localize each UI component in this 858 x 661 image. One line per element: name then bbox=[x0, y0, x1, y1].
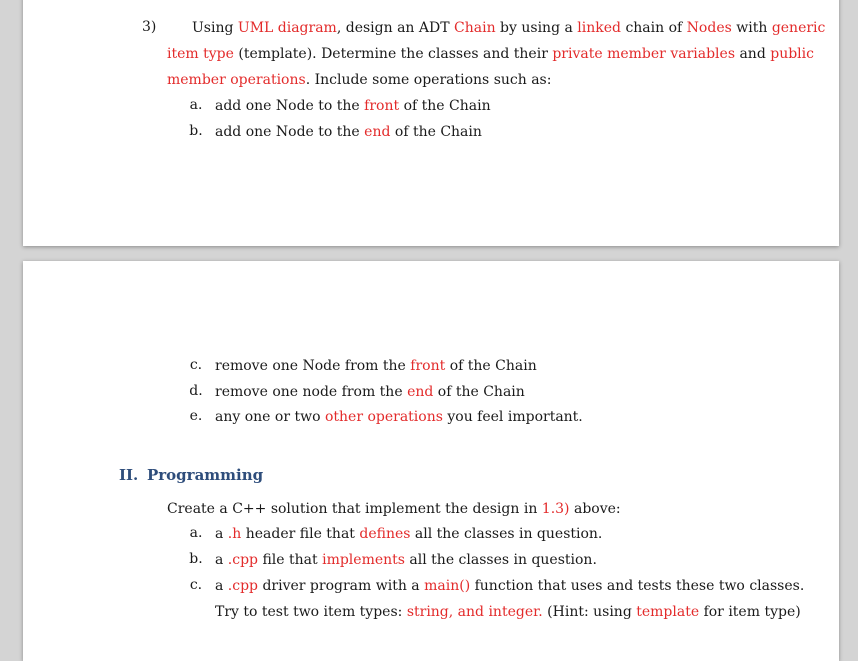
text-run: and bbox=[735, 46, 771, 62]
highlighted-text: private member variables bbox=[552, 46, 735, 62]
list-marker: e. bbox=[189, 408, 203, 424]
highlighted-text: public bbox=[770, 46, 814, 62]
document-page-2 bbox=[23, 261, 839, 661]
text-run: , design an ADT bbox=[336, 20, 455, 36]
highlighted-text: implements bbox=[322, 552, 405, 568]
highlighted-text: .h bbox=[227, 526, 242, 542]
list-item bbox=[215, 357, 537, 375]
text-run: a bbox=[215, 526, 228, 542]
highlighted-text: generic bbox=[771, 20, 826, 36]
highlighted-text: other operations bbox=[324, 409, 443, 425]
text-run: add one Node to the bbox=[215, 98, 365, 114]
text-run: of the Chain bbox=[399, 98, 491, 114]
highlighted-text: string, and integer. bbox=[406, 604, 543, 620]
text-run: remove one Node from the bbox=[215, 358, 411, 374]
highlighted-text: linked bbox=[577, 20, 621, 36]
highlighted-text: member operations bbox=[167, 72, 306, 88]
highlighted-text: front bbox=[410, 358, 446, 374]
text-run: for item type) bbox=[699, 604, 801, 620]
text-run: by using a bbox=[495, 20, 578, 36]
text-run: any one or two bbox=[215, 409, 325, 425]
list-item bbox=[215, 123, 482, 141]
list-marker: c. bbox=[189, 577, 203, 593]
document-page-1 bbox=[23, 0, 839, 246]
section-intro bbox=[167, 500, 621, 518]
list-marker: c. bbox=[189, 357, 203, 373]
list-item bbox=[215, 525, 602, 543]
text-run: a bbox=[215, 578, 228, 594]
highlighted-text: defines bbox=[359, 526, 411, 542]
list-marker: a. bbox=[189, 97, 203, 113]
list-item bbox=[215, 408, 583, 426]
hint-note bbox=[215, 603, 801, 621]
list-marker: a. bbox=[189, 525, 203, 541]
text-run: of the Chain bbox=[445, 358, 537, 374]
highlighted-text: Chain bbox=[454, 20, 496, 36]
highlighted-text: .cpp bbox=[227, 578, 259, 594]
highlighted-text: Nodes bbox=[686, 20, 732, 36]
text-run: driver program with a bbox=[258, 578, 425, 594]
question-text-line-2 bbox=[167, 45, 814, 63]
section-heading: Programming bbox=[147, 466, 264, 484]
text-run: file that bbox=[258, 552, 323, 568]
list-item bbox=[215, 383, 525, 401]
list-marker: d. bbox=[189, 383, 203, 399]
highlighted-text: end bbox=[364, 124, 391, 140]
text-run: . Include some operations such as: bbox=[305, 72, 552, 88]
section-numeral: II. bbox=[119, 466, 139, 484]
text-run: above: bbox=[569, 501, 621, 517]
list-marker: b. bbox=[189, 551, 203, 567]
text-run: Create a C++ solution that implement the design in bbox=[167, 501, 542, 517]
question-text-line-3 bbox=[167, 71, 551, 89]
text-run: remove one node from the bbox=[215, 384, 408, 400]
text-run: all the classes in question. bbox=[410, 526, 603, 542]
text-run: of the Chain bbox=[433, 384, 525, 400]
highlighted-text: .cpp bbox=[227, 552, 259, 568]
list-item bbox=[215, 551, 597, 569]
text-run: function that uses and tests these two classes. bbox=[470, 578, 805, 594]
text-run: with bbox=[731, 20, 772, 36]
text-run: you feel important. bbox=[442, 409, 583, 425]
text-run: a bbox=[215, 552, 228, 568]
highlighted-text: UML diagram bbox=[237, 20, 337, 36]
text-run: Try to test two item types: bbox=[215, 604, 407, 620]
text-run: chain of bbox=[621, 20, 687, 36]
text-run: of the Chain bbox=[390, 124, 482, 140]
highlighted-text: front bbox=[364, 98, 400, 114]
text-run: Using bbox=[192, 20, 238, 36]
question-number: 3) bbox=[142, 19, 157, 35]
highlighted-text: main() bbox=[424, 578, 471, 594]
text-run: all the classes in question. bbox=[404, 552, 597, 568]
highlighted-text: end bbox=[407, 384, 434, 400]
highlighted-text: 1.3) bbox=[541, 501, 570, 517]
text-run: header file that bbox=[241, 526, 360, 542]
question-text-line-1 bbox=[192, 19, 825, 37]
text-run: (Hint: using bbox=[542, 604, 637, 620]
highlighted-text: template bbox=[636, 604, 700, 620]
list-marker: b. bbox=[189, 123, 203, 139]
highlighted-text: item type bbox=[167, 46, 234, 62]
text-run: add one Node to the bbox=[215, 124, 365, 140]
list-item bbox=[215, 97, 491, 115]
text-run: (template). Determine the classes and their bbox=[233, 46, 553, 62]
list-item bbox=[215, 577, 804, 595]
